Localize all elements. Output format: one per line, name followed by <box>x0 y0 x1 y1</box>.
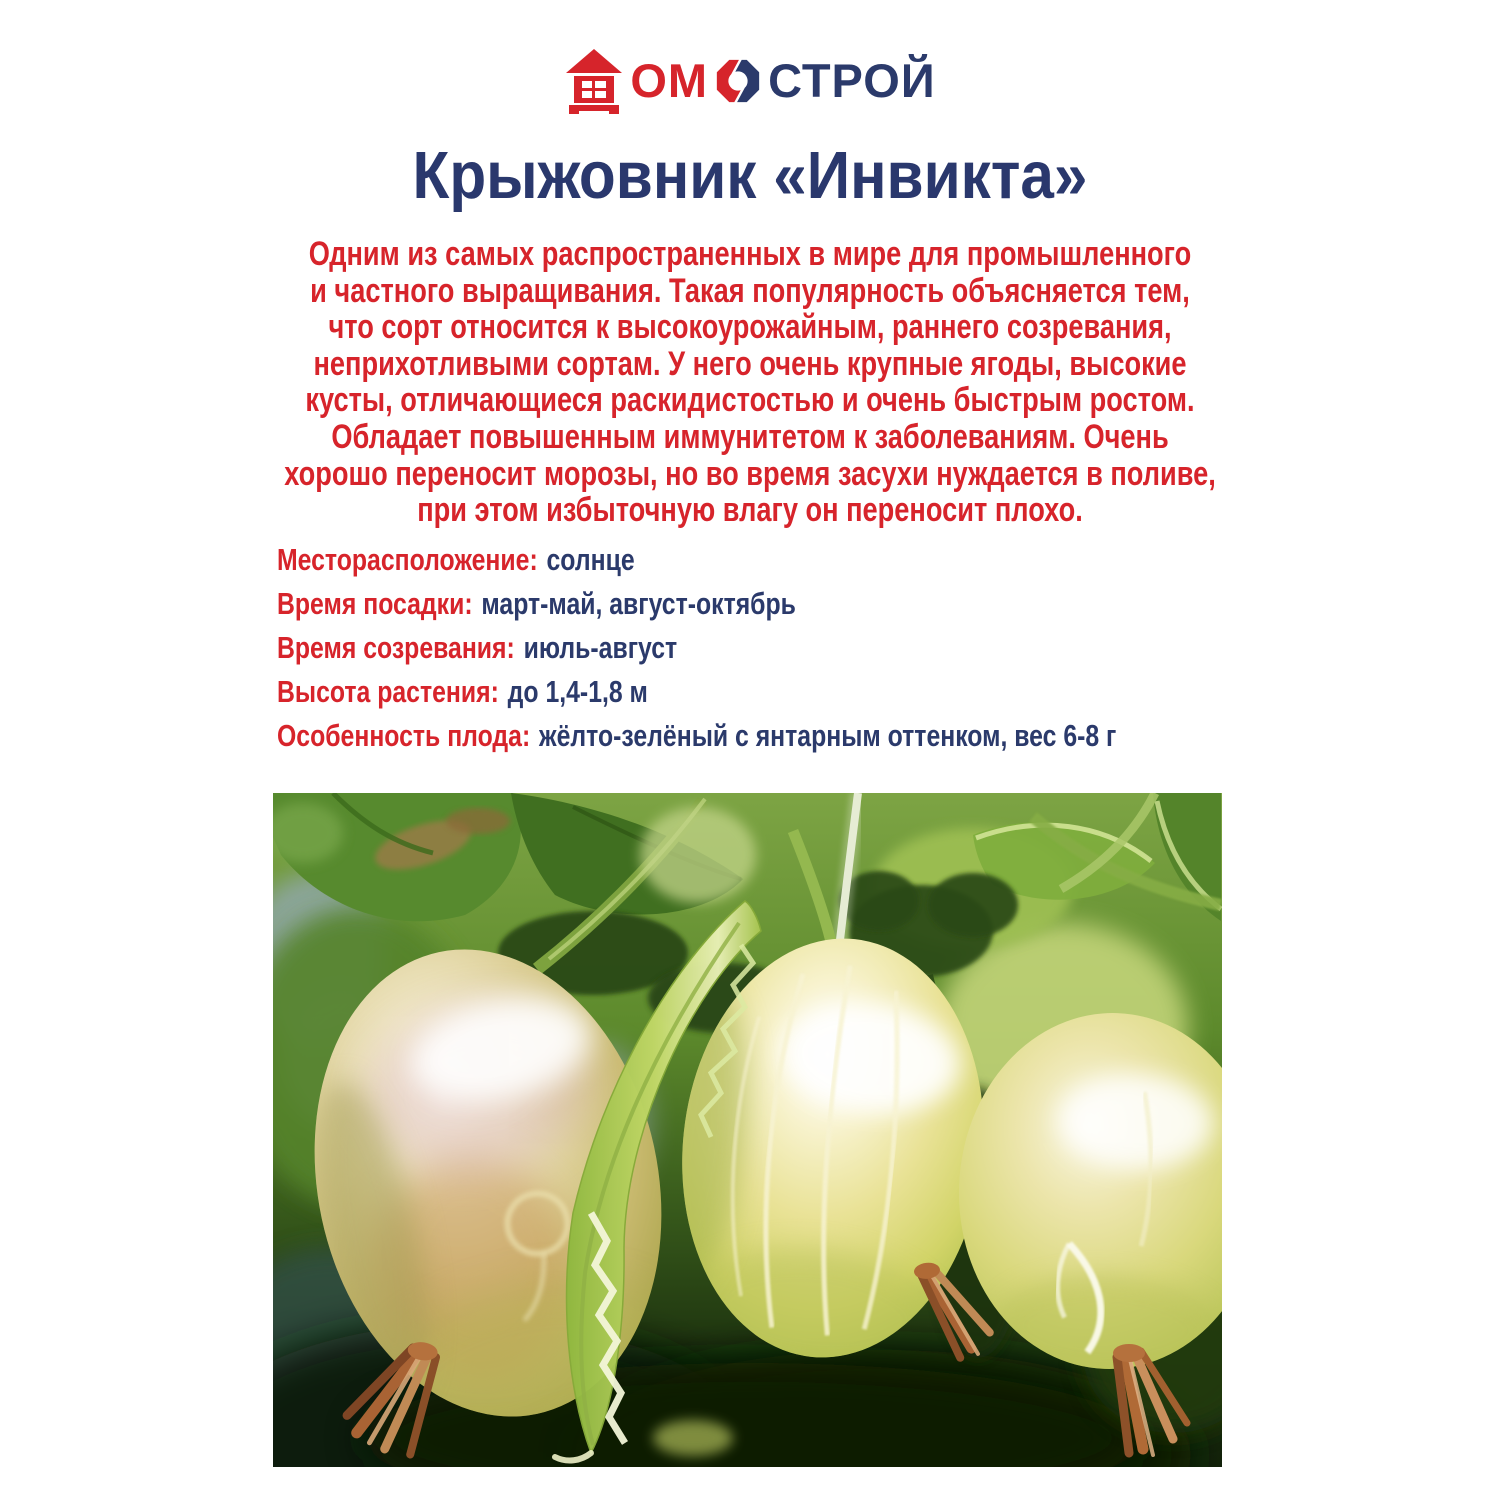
page-title: Крыжовник «Инвикта» <box>412 138 1088 213</box>
attribute-value: до 1,4-1,8 м <box>507 674 648 709</box>
gooseberry-photo-illustration <box>273 793 1222 1467</box>
attribute-value: июль-август <box>523 630 678 665</box>
description-line: при этом избыточную влагу он переносит плохо. <box>417 491 1083 530</box>
logo-text-om: ОМ <box>630 54 709 107</box>
logo-text-stroy: СТРОЙ <box>768 54 936 107</box>
attribute-label: Время созревания: <box>277 630 515 665</box>
description-line: Обладает повышенным иммунитетом к заболеваниям. Очень <box>331 417 1169 456</box>
description-line: и частного выращивания. Такая популярность объясняется тем, <box>310 271 1190 310</box>
description-line: кусты, отличающиеся раскидистостью и очень быстрым ростом. <box>305 381 1195 420</box>
description-line: что сорт относится к высокоурожайным, раннего созревания, <box>328 308 1172 347</box>
attribute-row-location <box>277 538 1116 582</box>
attribute-label: Время посадки: <box>277 586 473 621</box>
attribute-label: Высота растения: <box>277 674 499 709</box>
attribute-label: Особенность плода: <box>277 718 531 753</box>
attribute-value: жёлто-зелёный с янтарным оттенком, вес 6-8 г <box>539 718 1117 753</box>
description-line: хорошо переносит морозы, но во время засухи нуждается в поливе, <box>284 454 1216 493</box>
attribute-row-fruit-feature <box>277 714 1116 758</box>
attribute-value: март-май, август-октябрь <box>481 586 796 621</box>
attribute-label: Месторасположение: <box>277 542 538 577</box>
brand-logo <box>0 46 1500 116</box>
description-line: неприхотливыми сортам. У него очень крупные ягоды, высокие <box>313 344 1187 383</box>
variety-description <box>150 236 1350 529</box>
description-line: Одним из самых распространенных в мире для промышленного <box>308 235 1192 273</box>
house-icon <box>564 48 624 114</box>
ring-icon <box>715 58 761 104</box>
attribute-value: солнце <box>546 542 635 577</box>
attributes-list <box>277 538 1116 758</box>
attribute-row-planting-time <box>277 582 1116 626</box>
gooseberry-photo <box>273 793 1222 1467</box>
attribute-row-ripening-time <box>277 626 1116 670</box>
attribute-row-plant-height <box>277 670 1116 714</box>
